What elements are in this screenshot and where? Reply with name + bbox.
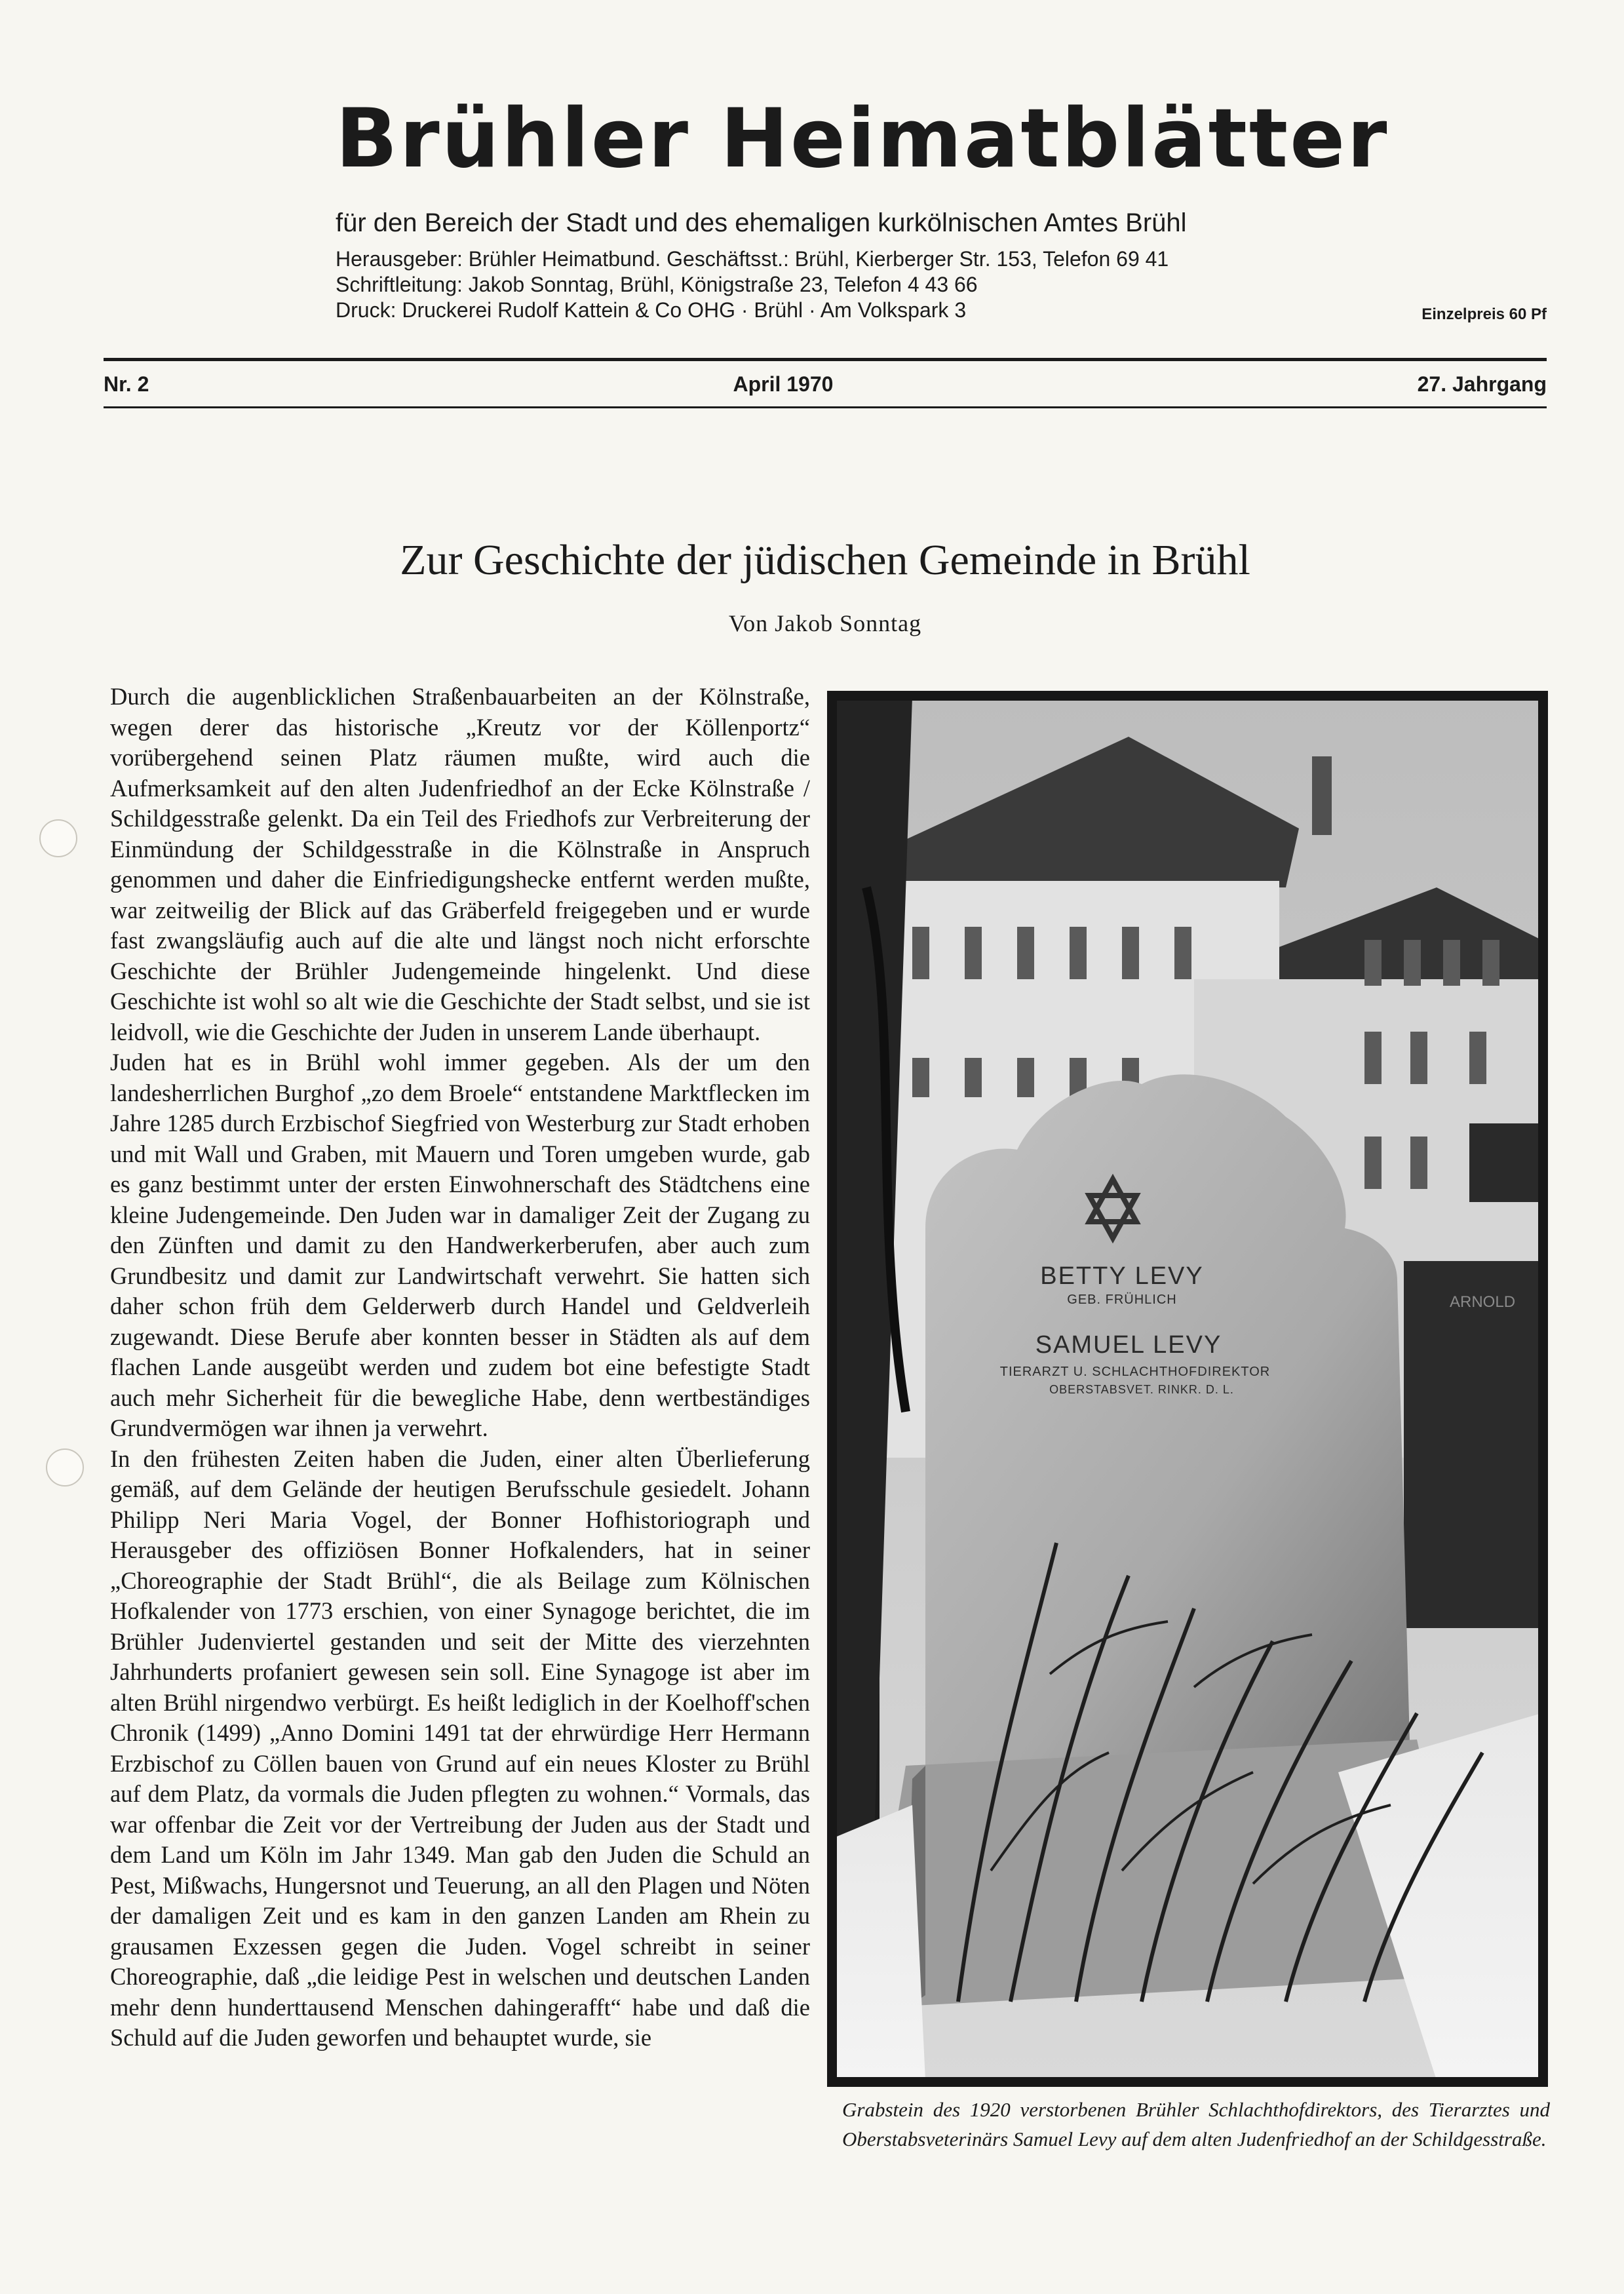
neighbor-stone-text: ARNOLD bbox=[1450, 1293, 1516, 1311]
gravestone-line: BETTY LEVY bbox=[1040, 1262, 1204, 1290]
article-body bbox=[110, 682, 810, 2209]
article-paragraph: Durch die augenblicklichen Straßenbauarbeiten an der Kölnstraße, wegen derer das historische „Kreutz vor der Köllenportz“ vorübergehend seinen Platz räumen mußte, wird auch die Aufmerksamkeit auf den alten Judenfriedhof an der Ecke Kölnstraße / Schildgesstraße gelenkt. Da ein Teil des Friedhofs zur Verbreiterung der Einmündung der Schildgesstraße in die Kölnstraße in Anspruch genommen und daher die Einfriedigungshecke entfernt werden mußte, war zeitweilig der Blick auf das Gräberfeld freigegeben und er wurde fast zwangsläufig auch auf die alte und längst noch nicht erforschte Geschichte der Brühler Judengemeinde hingelenkt. Und diese Geschichte ist wohl so alt wie die Geschichte der Stadt selbst, und sie ist leidvoll, wie die Geschichte der Juden in unserem Lande überhaupt. bbox=[110, 683, 810, 1045]
photo-illustration bbox=[827, 691, 1548, 2087]
punch-hole-lower bbox=[46, 1448, 84, 1487]
masthead-title: Brühler Heimatblätter bbox=[336, 92, 1389, 186]
gravestone-photo bbox=[827, 691, 1548, 2087]
photo-caption: Grabstein des 1920 verstorbenen Brühler Schlachthofdirektors, des Tierarztes und Oberstabsveterinärs Samuel Levy auf dem alten Judenfriedhof an der Schildgesstraße. bbox=[842, 2098, 1550, 2150]
article-paragraph: Juden hat es in Brühl wohl immer gegeben. Als der um den landesherrlichen Burghof „zo dem Broele“ entstandene Marktflecken im Jahre 1285 durch Erzbischof Siegfried von Westerburg zur Stadt erhoben und mit Wall und Graben, mit Mauern und Toren umgeben wurde, gab es ganz bestimmt unter der ersten Einwohnerschaft des Städtchens eine kleine Judengemeinde. Den Juden war in damaliger Zeit der Zugang zu den Zünften und damit zu den Handwerkerberufen, aber auch zum Grundbesitz und damit zur Landwirtschaft verwehrt. Sie hatten sich daher schon früh dem Gelderwerb durch Handel und Geldverleih zugewandt. Diese Berufe aber konnten besser in Städten als auf dem flachen Lande ausgeübt werden und zudem bot eine befestigte Stadt auch mehr Sicherheit für die bewegliche Habe, denn wertbeständiges Grundvermögen war ihnen ja verwehrt. bbox=[110, 1049, 810, 1441]
neighbor-gravestone bbox=[1404, 1261, 1541, 1628]
imprint-editor: Schriftleitung: Jakob Sonntag, Brühl, Königstraße 23, Telefon 4 43 66 bbox=[336, 273, 978, 296]
masthead-subtitle: für den Bereich der Stadt und des ehemaligen kurkölnischen Amtes Brühl bbox=[336, 208, 1187, 237]
imprint-publisher: Herausgeber: Brühler Heimatbund. Geschäftsst.: Brühl, Kierberger Str. 153, Telefon 69 41 bbox=[336, 247, 1169, 271]
single-price: Einzelpreis 60 Pf bbox=[1421, 305, 1547, 323]
gravestone-line: TIERARZT U. SCHLACHTHOFDIREKTOR bbox=[999, 1365, 1271, 1379]
issue-number: Nr. 2 bbox=[104, 372, 149, 396]
issue-bar bbox=[104, 368, 1547, 400]
gravestone-line: OBERSTABSVET. RINKR. D. L. bbox=[1049, 1383, 1234, 1396]
gravestone-line: SAMUEL LEVY bbox=[1035, 1331, 1222, 1359]
imprint-block bbox=[336, 246, 1358, 323]
issue-volume: 27. Jahrgang bbox=[1417, 372, 1547, 396]
article-title: Zur Geschichte der jüdischen Gemeinde in Brühl bbox=[400, 536, 1250, 584]
photo-snow-left bbox=[834, 1805, 925, 2080]
gravestone-line: GEB. FRÜHLICH bbox=[1067, 1293, 1177, 1307]
article-paragraph: In den frühesten Zeiten haben die Juden, einer alten Überlieferung gemäß, auf dem Gelände der heutigen Berufsschule gesiedelt. Johann Philipp Neri Maria Vogel, der Bonner Hofhistoriograph und Herausgeber des offiziösen Bonner Hofkalenders, hat in seiner „Choreographie der Stadt Brühl“, die als Beilage zum Kölnischen Hofkalender von 1773 erschien, von einer Synagoge berichtet, die im Brühler Judenviertel gestanden und seit der Mitte des vierzehnten Jahrhunderts profaniert gewesen sein soll. Eine Synagoge ist aber im alten Brühl nirgendwo verbürgt. Es heißt lediglich in der Koelhoff'schen Chronik (1499) „Anno Domini 1491 tat der ehrwürdige Herr Hermann Erzbischof zu Cöllen bauen von Grund auf ein neues Kloster zu Brühl auf dem Platz, da vormals die Juden pflegten zu wohnen.“ Vormals, das war offenbar die Zeit vor der Vertreibung der Juden aus der Stadt und dem Land um Köln im Jahr 1349. Man gab den Juden die Schuld an Pest, Mißwachs, Hungersnot und Teuerung, an all den Plagen und Nöten der damaligen Zeit und es kam in den ganzen Landen am Rhein zu grausamen Exzessen gegen die Juden. Vogel schreibt in seiner Choreographie, daß „die leidige Pest in welschen und deutschen Landen mehr denn hunderttausend Menschen dahingerafft“ habe und daß die Schuld auf die Juden geworfen und behauptet wurde, sie bbox=[110, 1445, 810, 2051]
punch-hole-upper bbox=[39, 819, 77, 857]
article-byline: Von Jakob Sonntag bbox=[728, 610, 922, 636]
issue-date: April 1970 bbox=[733, 372, 834, 396]
header-rule-top bbox=[104, 358, 1547, 361]
imprint-printer: Druck: Druckerei Rudolf Kattein & Co OHG · Brühl · Am Volkspark 3 bbox=[336, 298, 967, 322]
header-rule-bottom bbox=[104, 406, 1547, 408]
